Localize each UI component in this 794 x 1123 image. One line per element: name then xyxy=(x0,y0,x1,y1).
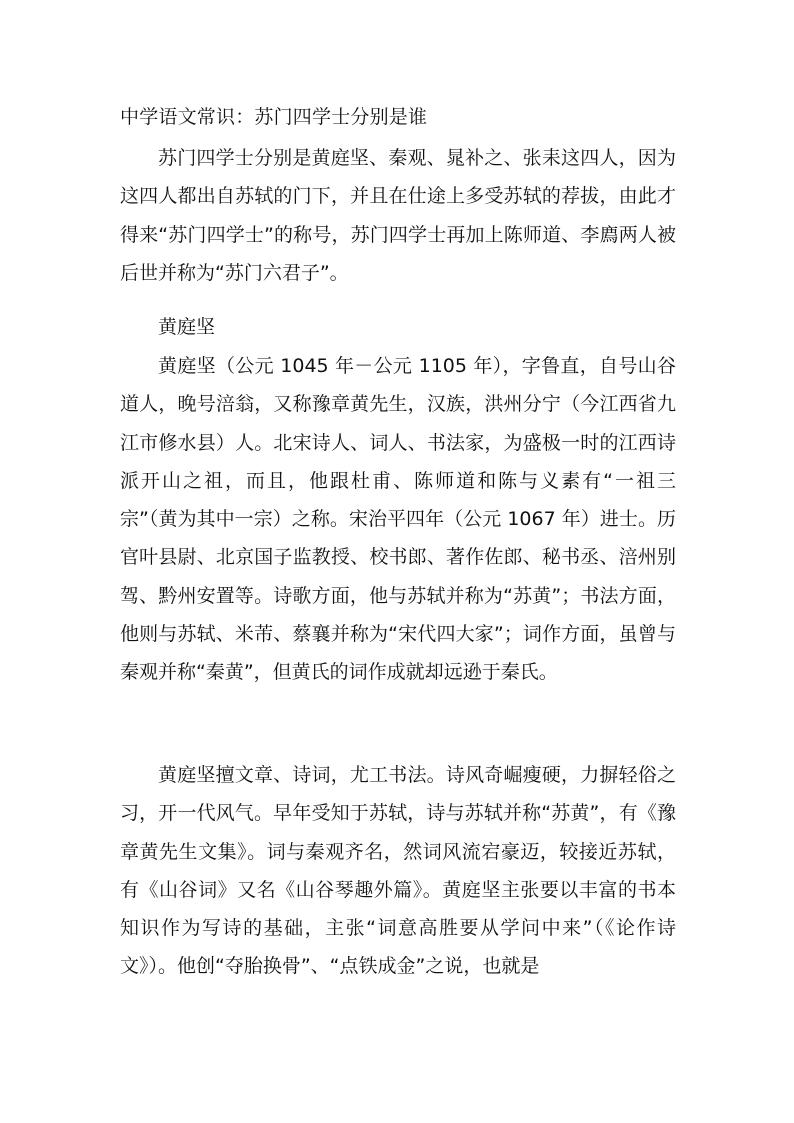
paragraph-biography: 黄庭坚（公元 1045 年－公元 1105 年），字鲁直，自号山谷道人，晚号涪翁，又称豫章黄先生，汉族，洪州分宁（今江西省九江市修水县）人。北宋诗人、词人、书法家，为盛极一时的江西诗派开山之祖，而且，他跟杜甫、陈师道和陈与义素有“一祖三宗”（黄为其中一宗）之称。宋治平四年（公元 1067 年）进士。历官叶县尉、北京国子监教授、校书郎、著作佐郎、秘书丞、涪州别驾、黔州安置等。诗歌方面，他与苏轼并称为“苏黄”；书法方面，他则与苏轼、米芾、蔡襄并称为“宋代四大家”；词作方面，虽曾与秦观并称“秦黄”，但黄氏的词作成就却远逊于秦氏。 xyxy=(120,355,676,684)
paragraph-intro: 苏门四学士分别是黄庭坚、秦观、晁补之、张耒这四人，因为这四人都出自苏轼的门下，并且在仕途上多受苏轼的荐拔，由此才得来“苏门四学士”的称号，苏门四学士再加上陈师道、李廌两人被后世并称为“苏门六君子”。 xyxy=(120,147,676,284)
paragraph-literary-style: 黄庭坚擅文章、诗词，尤工书法。诗风奇崛瘦硬，力摒轻俗之习，开一代风气。早年受知于苏轼，诗与苏轼并称“苏黄”，有《豫章黄先生文集》。词与秦观齐名，然词风流宕豪迈，较接近苏轼，有《山谷词》又名《山谷琴趣外篇》。黄庭坚主张要以丰富的书本知识作为写诗的基础，主张“词意高胜要从学问中来”（《论作诗文》）。他创“夺胎换骨”、“点铁成金”之说，也就是 xyxy=(120,764,676,978)
section-heading-huang-tingjian: 黄庭坚 xyxy=(158,316,216,338)
document-title: 中学语文常识：苏门四学士分别是谁 xyxy=(120,106,428,128)
